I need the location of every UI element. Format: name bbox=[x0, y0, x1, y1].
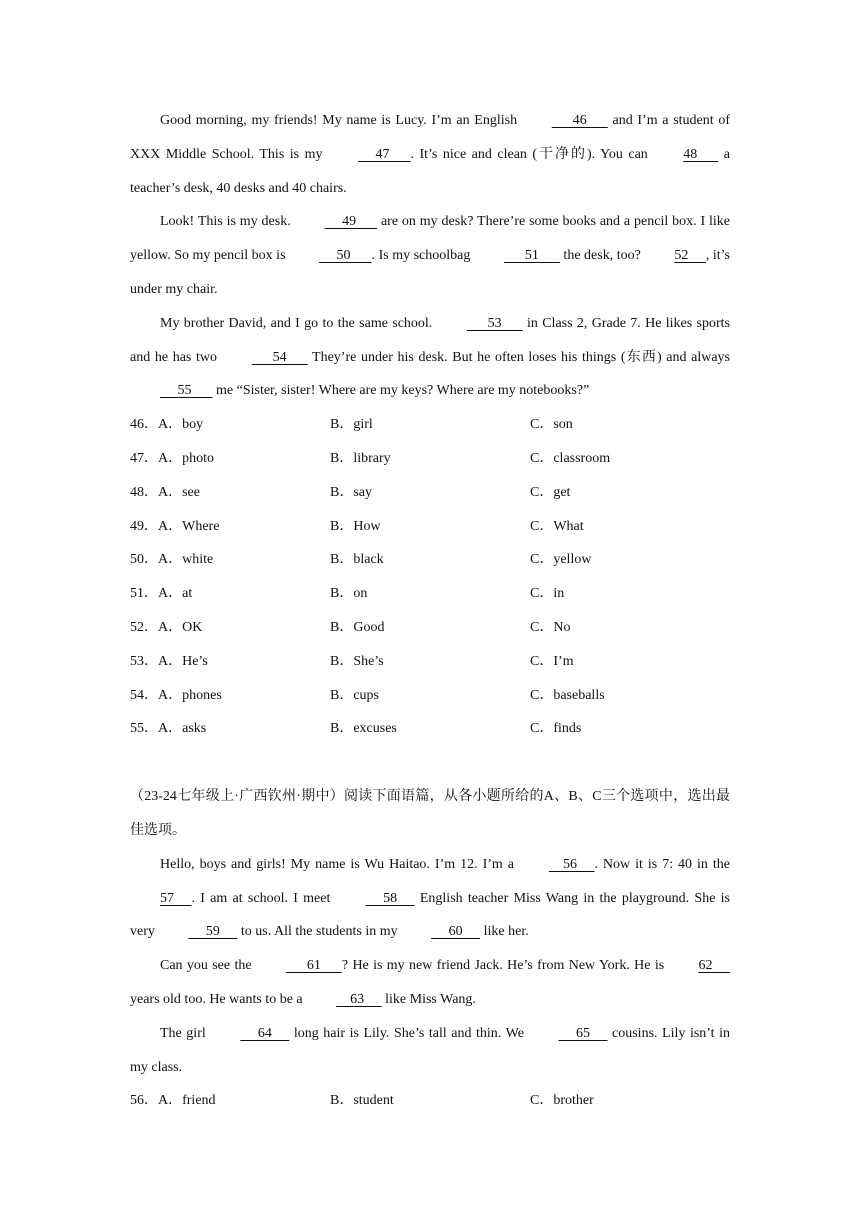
option-a-text: A．He’s bbox=[158, 653, 208, 669]
question-number: 48． bbox=[130, 484, 158, 500]
answer-blank: 59 bbox=[188, 924, 238, 940]
answer-blank: 65 bbox=[558, 1025, 608, 1041]
option-c: C．I’m bbox=[530, 653, 574, 669]
question-number: 56． bbox=[130, 1093, 158, 1109]
text-run: to us. All the students in my bbox=[237, 924, 402, 940]
option-a-text: A．friend bbox=[158, 1093, 216, 1109]
question-list-2 bbox=[130, 1084, 730, 1118]
text-run: and I’m a student of XXX Middle School. This is my bbox=[130, 113, 730, 162]
answer-blank: 58 bbox=[365, 890, 415, 906]
text-run: Look! This is my desk. bbox=[160, 214, 295, 230]
option-a bbox=[130, 442, 214, 476]
option-a bbox=[130, 476, 200, 510]
question-row bbox=[130, 408, 730, 442]
option-a bbox=[130, 712, 206, 746]
question-row bbox=[130, 645, 730, 679]
answer-blank: 47 bbox=[357, 146, 411, 162]
answer-blank: 54 bbox=[251, 349, 308, 365]
answer-blank: 51 bbox=[503, 248, 560, 264]
option-c: C．baseballs bbox=[530, 687, 605, 703]
answer-blank: 61 bbox=[285, 958, 342, 974]
question-row bbox=[130, 543, 730, 577]
option-c: C．in bbox=[530, 586, 565, 602]
option-b: B．Good bbox=[330, 619, 385, 635]
question-list-1 bbox=[130, 408, 730, 746]
question-row bbox=[130, 611, 730, 645]
text-run: . Now it is 7: 40 in the bbox=[594, 856, 730, 872]
text-run: Can you see the bbox=[160, 958, 256, 974]
text-run: me “Sister, sister! Where are my keys? Where are my notebooks?” bbox=[212, 383, 590, 399]
question-number: 50． bbox=[130, 552, 158, 568]
answer-blank: 55 bbox=[160, 383, 213, 399]
answer-blank: 56 bbox=[548, 856, 595, 872]
text-run: like her. bbox=[480, 924, 529, 940]
option-b: B．on bbox=[330, 586, 368, 602]
question-number: 54． bbox=[130, 687, 158, 703]
text-run: years old too. He wants to be a bbox=[130, 991, 307, 1007]
option-b: B．excuses bbox=[330, 721, 397, 737]
text-run: They’re under his desk. But he often loses his things (东西) and always bbox=[307, 349, 730, 365]
option-a bbox=[130, 408, 203, 442]
option-a-text: A．at bbox=[158, 586, 193, 602]
question-number: 47． bbox=[130, 450, 158, 466]
option-a bbox=[130, 679, 222, 713]
option-a bbox=[130, 611, 202, 645]
answer-blank: 50 bbox=[319, 248, 372, 264]
option-a-text: A．phones bbox=[158, 687, 222, 703]
answer-blank: 60 bbox=[431, 924, 481, 940]
question-number: 49． bbox=[130, 518, 158, 534]
option-a-text: A．Where bbox=[158, 518, 220, 534]
option-a-text: A．photo bbox=[158, 450, 214, 466]
answer-blank: 46 bbox=[551, 113, 608, 128]
text-run: The girl bbox=[160, 1025, 211, 1041]
text-run: the desk, too? bbox=[559, 248, 645, 264]
text-run: . Is my schoolbag bbox=[371, 248, 474, 264]
text-run: . It’s nice and clean (干净的). You can bbox=[410, 146, 654, 162]
option-a-text: A．see bbox=[158, 484, 200, 500]
paragraph bbox=[130, 848, 730, 949]
text-run: are on my desk? There’re some books and a pencil box. I like yellow. So my pencil box is bbox=[130, 214, 730, 264]
option-b: B．student bbox=[330, 1093, 394, 1109]
text-run: Good morning, my friends! My name is Lucy. I’m an English bbox=[160, 113, 522, 128]
option-a bbox=[130, 577, 192, 611]
cloze-passage-2 bbox=[130, 848, 730, 1085]
exam-page bbox=[130, 104, 730, 1118]
answer-blank: 53 bbox=[466, 315, 523, 331]
option-c: C．classroom bbox=[530, 450, 611, 466]
option-b: B．How bbox=[330, 518, 381, 534]
option-c: C．No bbox=[530, 619, 571, 635]
text-run: in Class 2, Grade 7. He likes sports and he has two bbox=[130, 315, 730, 365]
text-run: cousins. Lily isn’t in my class. bbox=[130, 1025, 731, 1075]
answer-blank: 48 bbox=[683, 146, 719, 162]
question-number: 53． bbox=[130, 653, 158, 669]
paragraph bbox=[130, 949, 730, 1017]
question-row bbox=[130, 712, 730, 746]
answer-blank: 62 bbox=[698, 958, 731, 974]
answer-blank: 57 bbox=[160, 890, 192, 906]
question-number: 55． bbox=[130, 721, 158, 737]
question-row bbox=[130, 510, 730, 544]
question-number: 51． bbox=[130, 586, 158, 602]
option-a bbox=[130, 510, 219, 544]
question-row bbox=[130, 577, 730, 611]
paragraph bbox=[130, 1017, 730, 1085]
cloze-passage-1 bbox=[130, 104, 730, 408]
option-a bbox=[130, 645, 208, 679]
option-c: C．get bbox=[530, 484, 571, 500]
option-a bbox=[130, 543, 213, 577]
question-row bbox=[130, 442, 730, 476]
question-row bbox=[130, 476, 730, 510]
text-run: a teacher’s desk, 40 desks and 40 chairs. bbox=[130, 146, 730, 196]
question-number: 46． bbox=[130, 417, 158, 433]
option-b: B．girl bbox=[330, 417, 373, 433]
answer-blank: 63 bbox=[336, 991, 382, 1007]
text-run: Hello, boys and girls! My name is Wu Haitao. I’m 12. I’m a bbox=[160, 856, 519, 872]
answer-blank: 52 bbox=[674, 248, 706, 264]
text-run: . I am at school. I meet bbox=[191, 890, 336, 906]
option-c: C．son bbox=[530, 417, 573, 433]
paragraph bbox=[130, 104, 730, 205]
text-run: English teacher Miss Wang in the playground. She is very bbox=[130, 890, 731, 940]
text-run: like Miss Wang. bbox=[381, 991, 476, 1007]
answer-blank: 64 bbox=[240, 1025, 290, 1041]
question-row bbox=[130, 679, 730, 713]
question-row bbox=[130, 1084, 730, 1118]
option-c: C．What bbox=[530, 518, 584, 534]
text-run: ? He is my new friend Jack. He’s from New York. He is bbox=[341, 958, 669, 974]
question-number: 52． bbox=[130, 619, 158, 635]
paragraph bbox=[130, 307, 730, 408]
section-header: （23-24七年级上·广西钦州·期中）阅读下面语篇，从各小题所给的A、B、C三个选项中，选出最佳选项。 bbox=[130, 789, 730, 838]
option-b: B．say bbox=[330, 484, 372, 500]
text-run: long hair is Lily. She’s tall and thin. We bbox=[289, 1025, 529, 1041]
option-a-text: A．asks bbox=[158, 721, 207, 737]
option-b: B．black bbox=[330, 552, 384, 568]
option-b: B．cups bbox=[330, 687, 379, 703]
option-b: B．She’s bbox=[330, 653, 384, 669]
answer-blank: 49 bbox=[324, 214, 378, 230]
option-a-text: A．OK bbox=[158, 619, 203, 635]
option-c: C．finds bbox=[530, 721, 582, 737]
option-b: B．library bbox=[330, 450, 391, 466]
text-run: My brother David, and I go to the same school. bbox=[160, 315, 437, 331]
option-a bbox=[130, 1084, 216, 1118]
paragraph bbox=[130, 205, 730, 306]
option-a-text: A．boy bbox=[158, 417, 204, 433]
option-c: C．yellow bbox=[530, 552, 592, 568]
text-run: , it’s under my chair. bbox=[130, 248, 730, 297]
option-a-text: A．white bbox=[158, 552, 214, 568]
option-c: C．brother bbox=[530, 1093, 594, 1109]
